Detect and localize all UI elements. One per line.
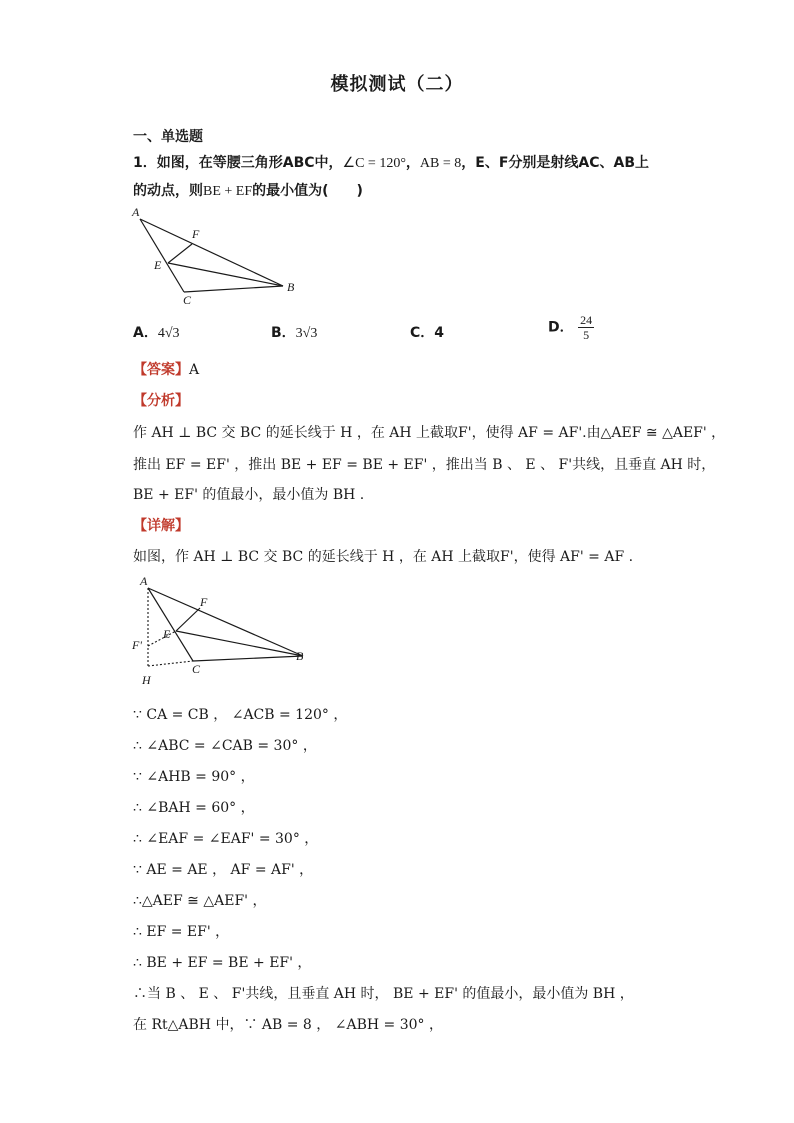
answer-value: A bbox=[189, 362, 200, 378]
analysis-line-3: BE + EF' 的值最小，最小值为 BH . bbox=[133, 487, 365, 503]
question-text-2b: 的最小值为( ) bbox=[252, 183, 363, 199]
detail-step-9: ∴ BE + EF = BE + EF' ， bbox=[133, 955, 312, 971]
analysis-line-2: 推出 EF = EF' ，推出 BE + EF = BE + EF' ，推出当 B 、 E 、 F'共线，且垂直 AH 时， bbox=[133, 457, 716, 473]
question-number: 1． bbox=[133, 155, 157, 171]
option-c[interactable] bbox=[410, 322, 444, 342]
option-d-fraction bbox=[578, 313, 594, 342]
detail-step-1: ∵ CA = CB ， ∠ACB = 120° ， bbox=[133, 707, 348, 723]
option-a[interactable] bbox=[133, 322, 180, 342]
detail-step-7: ∴△AEF ≅ △AEF' ， bbox=[133, 893, 267, 909]
detail-step-3: ∵ ∠AHB = 90° ， bbox=[133, 769, 255, 785]
option-d-key: D． bbox=[548, 319, 574, 336]
page-title: 模拟测试（二） bbox=[330, 74, 464, 95]
option-a-value: 4√3 bbox=[157, 326, 180, 341]
option-d-denominator: 5 bbox=[583, 328, 590, 342]
question-line-2 bbox=[133, 180, 363, 200]
detail-step-6: ∵ AE = AE ， AF = AF' ， bbox=[133, 862, 314, 878]
question-math-ab: AB = 8 bbox=[419, 156, 462, 171]
detail-triangle-figure bbox=[128, 572, 318, 692]
fig1-label-e: E bbox=[154, 258, 162, 272]
fig2-label-h: H bbox=[142, 673, 151, 687]
detail-step-5: ∴ ∠EAF = ∠EAF' = 30° ， bbox=[133, 831, 319, 847]
fig1-label-b: B bbox=[287, 280, 295, 294]
fig2-label-a: A bbox=[140, 574, 148, 588]
fig1-label-a: A bbox=[132, 205, 140, 219]
option-b[interactable] bbox=[271, 322, 317, 342]
fig2-label-b: B bbox=[296, 649, 304, 663]
detail-step-2: ∴ ∠ABC = ∠CAB = 30° ， bbox=[133, 738, 317, 754]
question-text-1a: 如图，在等腰三角形ABC中， bbox=[156, 155, 343, 171]
option-d-numerator: 24 bbox=[580, 313, 593, 327]
question-text-1b: ，E、F分别是射线AC、AB上 bbox=[461, 155, 650, 171]
answer-line bbox=[133, 359, 199, 379]
question-text-2a: 的动点，则 bbox=[133, 183, 203, 199]
detail-intro: 如图，作 AH ⊥ BC 交 BC 的延长线于 H ，在 AH 上截取F'，使得 AF' = AF . bbox=[133, 549, 634, 565]
section-heading: 一、单选题 bbox=[133, 129, 203, 145]
question-triangle-figure bbox=[128, 203, 308, 308]
analysis-line-1: 作 AH ⊥ BC 交 BC 的延长线于 H ，在 AH 上截取F'，使得 AF = AF'.由△AEF ≅ △AEF' ， bbox=[133, 425, 726, 441]
detail-step-11: 在 Rt△ABH 中，∵ AB = 8 ， ∠ABH = 30° ， bbox=[133, 1017, 443, 1033]
detail-step-10: ∴当 B 、 E 、 F'共线，且垂直 AH 时， BE + EF' 的值最小，最小值为 BH ， bbox=[133, 986, 634, 1002]
question-math-sum: BE + EF bbox=[203, 184, 253, 199]
fig2-label-e: E bbox=[163, 627, 171, 641]
question-sep: ， bbox=[405, 155, 420, 171]
option-a-key: A． bbox=[133, 325, 158, 341]
option-c-value: 4 bbox=[434, 325, 445, 341]
detail-step-4: ∴ ∠BAH = 60° ， bbox=[133, 800, 255, 816]
question-line-1 bbox=[133, 152, 649, 172]
fig2-label-fprime: F' bbox=[132, 638, 142, 652]
option-d[interactable] bbox=[548, 313, 594, 342]
analysis-tag: 【分析】 bbox=[133, 393, 189, 409]
fig2-label-c: C bbox=[192, 662, 201, 676]
fig2-label-f: F bbox=[200, 595, 208, 609]
detail-tag: 【详解】 bbox=[133, 518, 189, 534]
question-math-angle: ∠C = 120° bbox=[342, 156, 406, 171]
option-b-value: 3√3 bbox=[295, 326, 318, 341]
detail-step-8: ∴ EF = EF' ， bbox=[133, 924, 230, 940]
fig1-label-f: F bbox=[192, 227, 200, 241]
option-c-key: C． bbox=[410, 325, 435, 341]
answer-tag: 【答案】 bbox=[133, 362, 189, 378]
fig1-label-c: C bbox=[183, 293, 192, 307]
option-b-key: B． bbox=[271, 325, 296, 341]
